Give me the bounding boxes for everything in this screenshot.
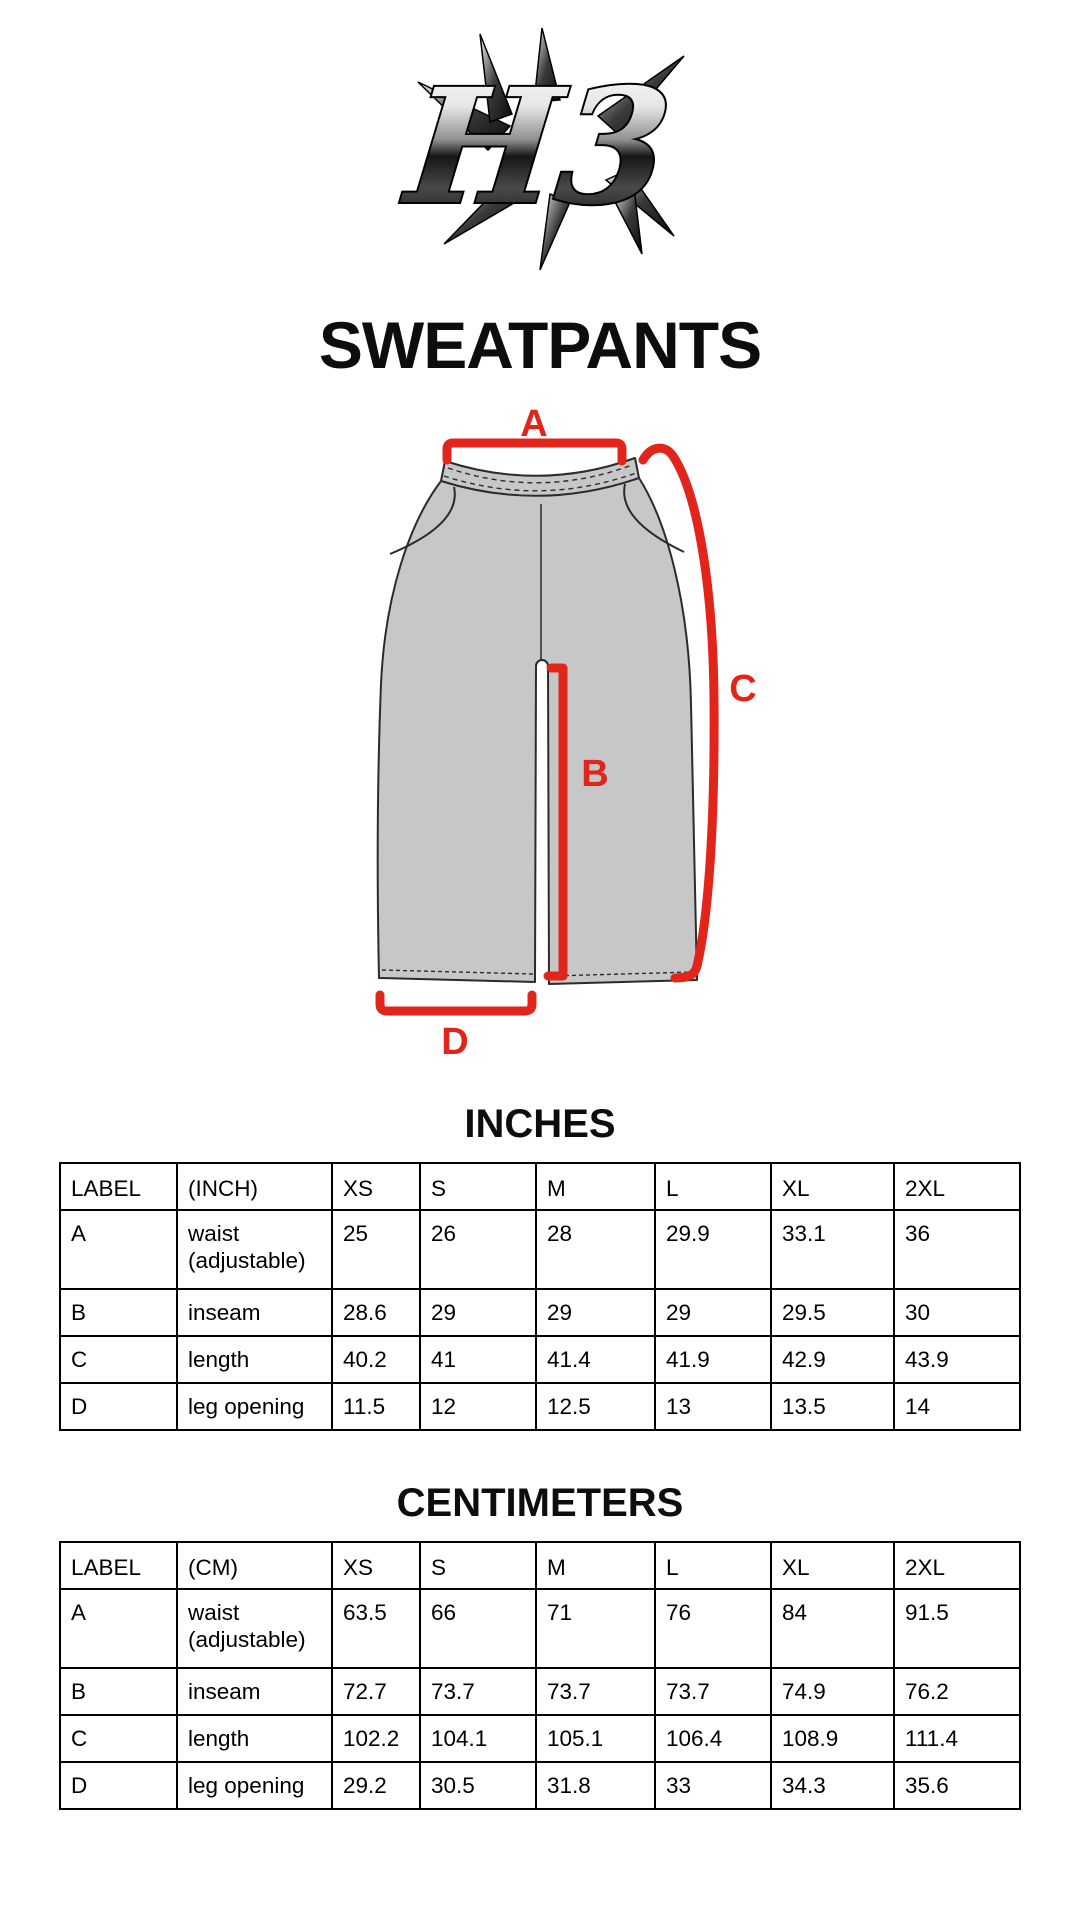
size-value: 106.4 xyxy=(655,1715,771,1762)
h3-logo-graphic xyxy=(390,26,690,272)
row-label: C xyxy=(60,1336,177,1383)
size-value: 41.4 xyxy=(536,1336,655,1383)
size-value: 84 xyxy=(771,1589,894,1668)
size-value: 12 xyxy=(420,1383,536,1430)
measure-name: waist (adjustable) xyxy=(177,1589,332,1668)
size-value: 28 xyxy=(536,1210,655,1289)
measure-name: leg opening xyxy=(177,1383,332,1430)
size-value: 30 xyxy=(894,1289,1020,1336)
table-row xyxy=(60,1668,1020,1715)
measure-name: inseam xyxy=(177,1289,332,1336)
table-row xyxy=(60,1762,1020,1809)
table-row xyxy=(60,1210,1020,1289)
table-header-row xyxy=(60,1163,1020,1210)
size-value: 13 xyxy=(655,1383,771,1430)
row-label: D xyxy=(60,1762,177,1809)
size-value: 66 xyxy=(420,1589,536,1668)
table-row xyxy=(60,1589,1020,1668)
row-label: A xyxy=(60,1210,177,1289)
size-value: 29 xyxy=(420,1289,536,1336)
size-value: 71 xyxy=(536,1589,655,1668)
column-header: 2XL xyxy=(894,1542,1020,1589)
column-header: M xyxy=(536,1163,655,1210)
measure-name: inseam xyxy=(177,1668,332,1715)
column-header: (INCH) xyxy=(177,1163,332,1210)
size-value: 11.5 xyxy=(332,1383,420,1430)
size-value: 108.9 xyxy=(771,1715,894,1762)
size-value: 42.9 xyxy=(771,1336,894,1383)
inches-table xyxy=(59,1162,1021,1431)
row-label: B xyxy=(60,1668,177,1715)
size-value: 26 xyxy=(420,1210,536,1289)
size-value: 33.1 xyxy=(771,1210,894,1289)
row-label: C xyxy=(60,1715,177,1762)
size-value: 41.9 xyxy=(655,1336,771,1383)
column-header: M xyxy=(536,1542,655,1589)
size-value: 40.2 xyxy=(332,1336,420,1383)
size-value: 102.2 xyxy=(332,1715,420,1762)
label-c: C xyxy=(729,668,757,710)
column-header: LABEL xyxy=(60,1163,177,1210)
size-value: 25 xyxy=(332,1210,420,1289)
size-value: 104.1 xyxy=(420,1715,536,1762)
centimeters-heading: CENTIMETERS xyxy=(396,1481,684,1525)
row-label: A xyxy=(60,1589,177,1668)
size-value: 31.8 xyxy=(536,1762,655,1809)
column-header: S xyxy=(420,1542,536,1589)
size-value: 105.1 xyxy=(536,1715,655,1762)
column-header: XS xyxy=(332,1542,420,1589)
column-header: 2XL xyxy=(894,1163,1020,1210)
size-value: 29.5 xyxy=(771,1289,894,1336)
column-header: XS xyxy=(332,1163,420,1210)
size-value: 33 xyxy=(655,1762,771,1809)
inches-heading: INCHES xyxy=(464,1102,616,1146)
size-value: 72.7 xyxy=(332,1668,420,1715)
size-value: 28.6 xyxy=(332,1289,420,1336)
column-header: XL xyxy=(771,1163,894,1210)
table-header-row xyxy=(60,1542,1020,1589)
measure-name: length xyxy=(177,1336,332,1383)
measure-name: leg opening xyxy=(177,1762,332,1809)
size-value: 13.5 xyxy=(771,1383,894,1430)
size-value: 29 xyxy=(536,1289,655,1336)
centimeters-table xyxy=(59,1541,1021,1810)
measure-name: waist (adjustable) xyxy=(177,1210,332,1289)
size-value: 63.5 xyxy=(332,1589,420,1668)
size-value: 73.7 xyxy=(420,1668,536,1715)
size-value: 91.5 xyxy=(894,1589,1020,1668)
table-row xyxy=(60,1289,1020,1336)
label-a: A xyxy=(520,404,548,445)
table-row xyxy=(60,1336,1020,1383)
column-header: (CM) xyxy=(177,1542,332,1589)
table-row xyxy=(60,1715,1020,1762)
measure-name: length xyxy=(177,1715,332,1762)
size-value: 14 xyxy=(894,1383,1020,1430)
size-value: 29 xyxy=(655,1289,771,1336)
row-label: D xyxy=(60,1383,177,1430)
size-value: 29.9 xyxy=(655,1210,771,1289)
size-value: 76.2 xyxy=(894,1668,1020,1715)
table-row xyxy=(60,1383,1020,1430)
size-value: 43.9 xyxy=(894,1336,1020,1383)
brand-logo xyxy=(390,26,690,272)
column-header: LABEL xyxy=(60,1542,177,1589)
size-value: 41 xyxy=(420,1336,536,1383)
measure-d-bracket xyxy=(380,995,532,1011)
size-value: 34.3 xyxy=(771,1762,894,1809)
label-d: D xyxy=(441,1021,469,1063)
size-value: 29.2 xyxy=(332,1762,420,1809)
size-value: 73.7 xyxy=(655,1668,771,1715)
sweatpants-diagram xyxy=(305,404,775,1064)
size-value: 73.7 xyxy=(536,1668,655,1715)
label-b: B xyxy=(581,753,609,795)
size-value: 30.5 xyxy=(420,1762,536,1809)
size-value: 12.5 xyxy=(536,1383,655,1430)
row-label: B xyxy=(60,1289,177,1336)
size-value: 36 xyxy=(894,1210,1020,1289)
column-header: XL xyxy=(771,1542,894,1589)
size-value: 111.4 xyxy=(894,1715,1020,1762)
column-header: L xyxy=(655,1163,771,1210)
size-value: 76 xyxy=(655,1589,771,1668)
page-title: SWEATPANTS xyxy=(318,308,762,382)
logo-text: H3 xyxy=(399,54,679,240)
pants-outline xyxy=(378,458,697,984)
size-value: 35.6 xyxy=(894,1762,1020,1809)
column-header: L xyxy=(655,1542,771,1589)
size-value: 74.9 xyxy=(771,1668,894,1715)
measure-a-bracket xyxy=(447,443,622,461)
column-header: S xyxy=(420,1163,536,1210)
sweatpants-diagram-graphic xyxy=(305,404,775,1064)
